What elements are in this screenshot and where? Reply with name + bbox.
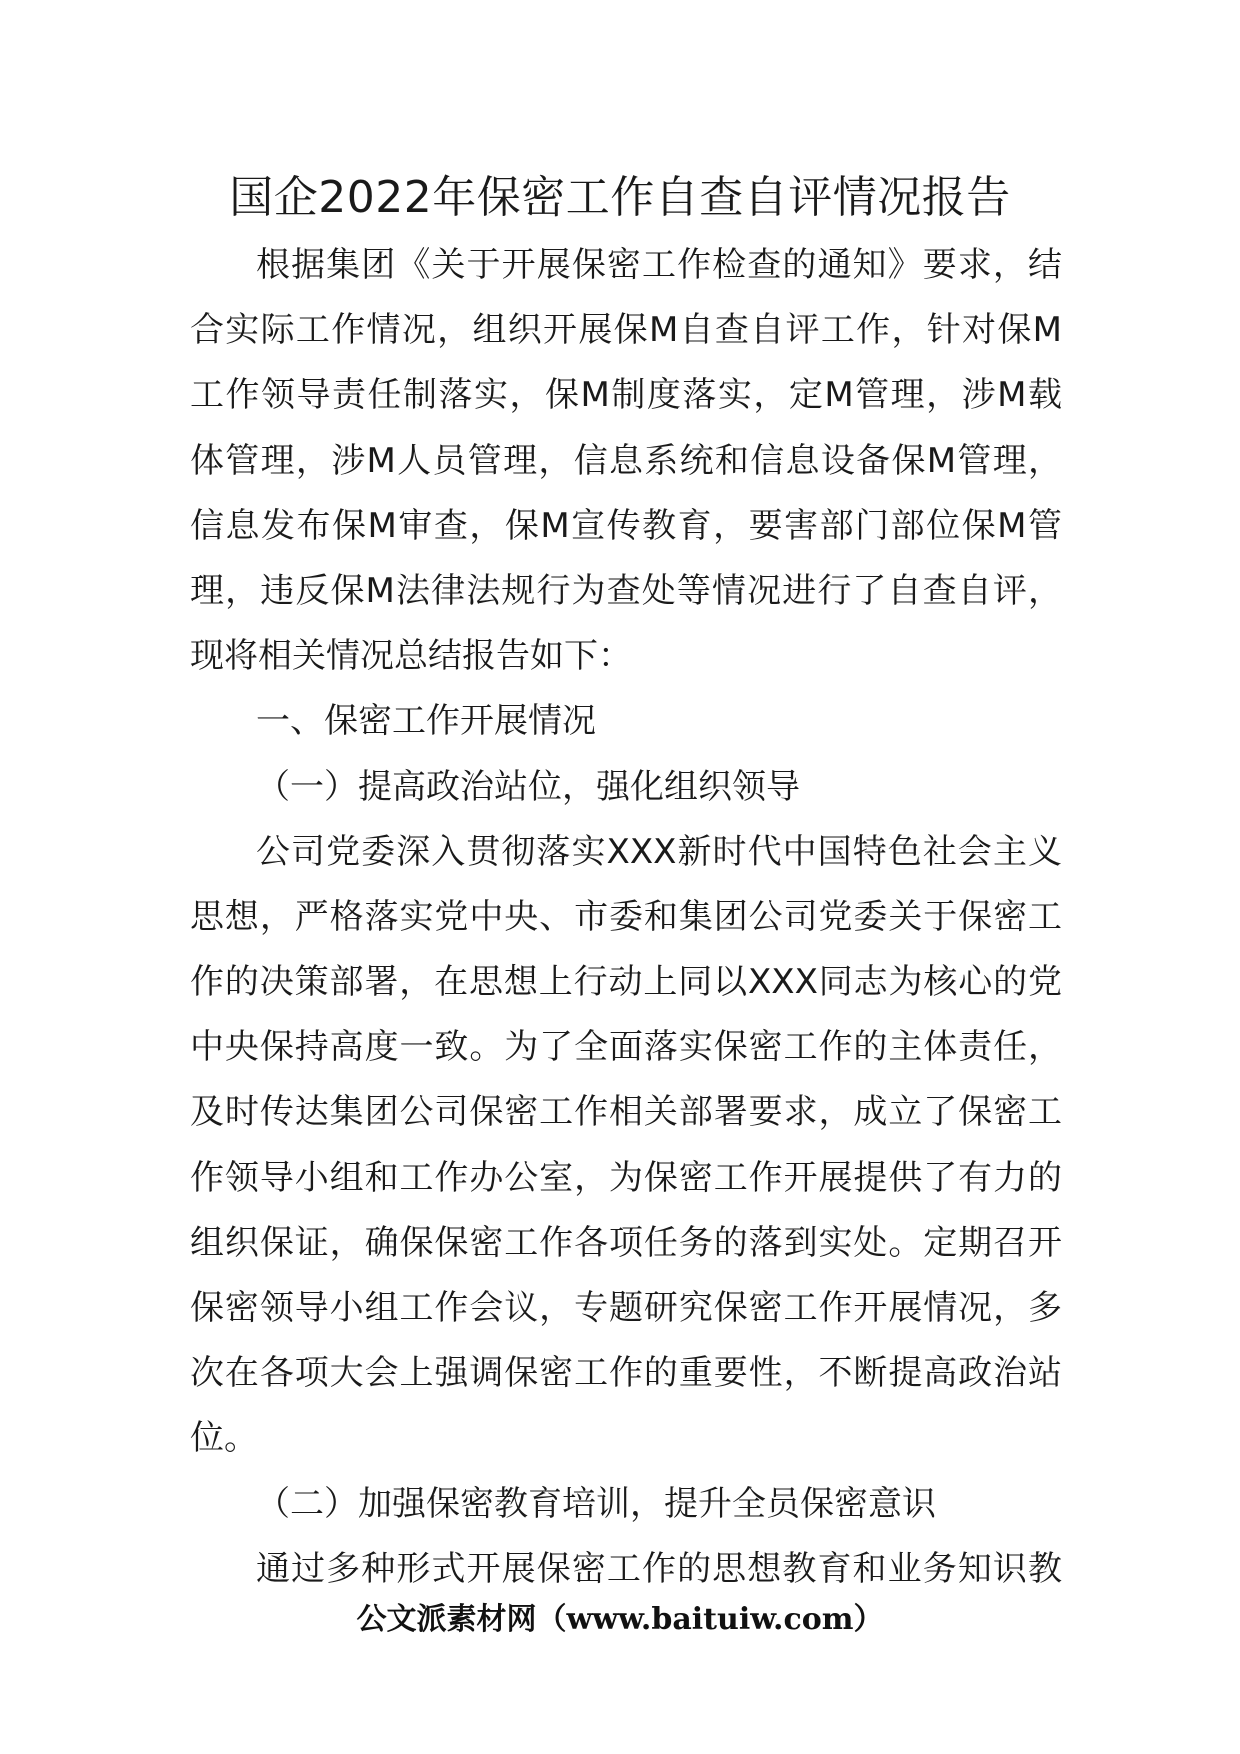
paragraph-line: 信息发布保M审查，保M宣传教育，要害部门部位保M管 <box>190 505 1062 546</box>
paragraph-line: 理，违反保M法律法规行为查处等情况进行了自查自评， <box>190 570 1062 611</box>
paragraph-line: 工作领导责任制落实，保M制度落实，定M管理，涉M载 <box>190 375 1062 416</box>
paragraph-line: 作领导小组和工作办公室，为保密工作开展提供了有力的 <box>190 1157 1062 1198</box>
paragraph-line: 作的决策部署，在思想上行动上同以XXX同志为核心的党 <box>190 962 1062 1003</box>
document-body <box>190 233 1062 1602</box>
paragraph-line: 根据集团《关于开展保密工作检查的通知》要求，结 <box>256 245 1062 285</box>
paragraph-line: 保密领导小组工作会议，专题研究保密工作开展情况，多 <box>190 1288 1062 1328</box>
paragraph-line: 通过多种形式开展保密工作的思想教育和业务知识教 <box>256 1548 1062 1589</box>
paragraph-line: 中央保持高度一致。为了全面落实保密工作的主体责任， <box>190 1027 1062 1068</box>
paragraph-line: 组织保证，确保保密工作各项任务的落到实处。定期召开 <box>190 1222 1062 1263</box>
subsection-heading: （二）加强保密教育培训，提升全员保密意识 <box>256 1483 936 1524</box>
paragraph-line: 合实际工作情况，组织开展保M自查自评工作，针对保M <box>190 310 1062 351</box>
paragraph-line: 及时传达集团公司保密工作相关部署要求，成立了保密工 <box>190 1092 1062 1133</box>
paragraph-line: 思想，严格落实党中央、市委和集团公司党委关于保密工 <box>190 896 1062 937</box>
paragraph-line: 次在各项大会上强调保密工作的重要性，不断提高政治站 <box>190 1353 1062 1394</box>
paragraph-line: 体管理，涉M人员管理，信息系统和信息设备保M管理， <box>190 440 1062 481</box>
paragraph-line: 现将相关情况总结报告如下： <box>190 636 632 677</box>
footer-watermark: 公文派素材网（www.baituiw.com） <box>356 1602 884 1637</box>
paragraph-line: 公司党委深入贯彻落实XXX新时代中国特色社会主义 <box>256 831 1062 872</box>
section-heading: 一、保密工作开展情况 <box>256 701 596 742</box>
subsection-heading: （一）提高政治站位，强化组织领导 <box>256 766 800 807</box>
document-title: 国企2022年保密工作自查自评情况报告 <box>229 172 1011 223</box>
paragraph-line: 位。 <box>190 1418 258 1459</box>
